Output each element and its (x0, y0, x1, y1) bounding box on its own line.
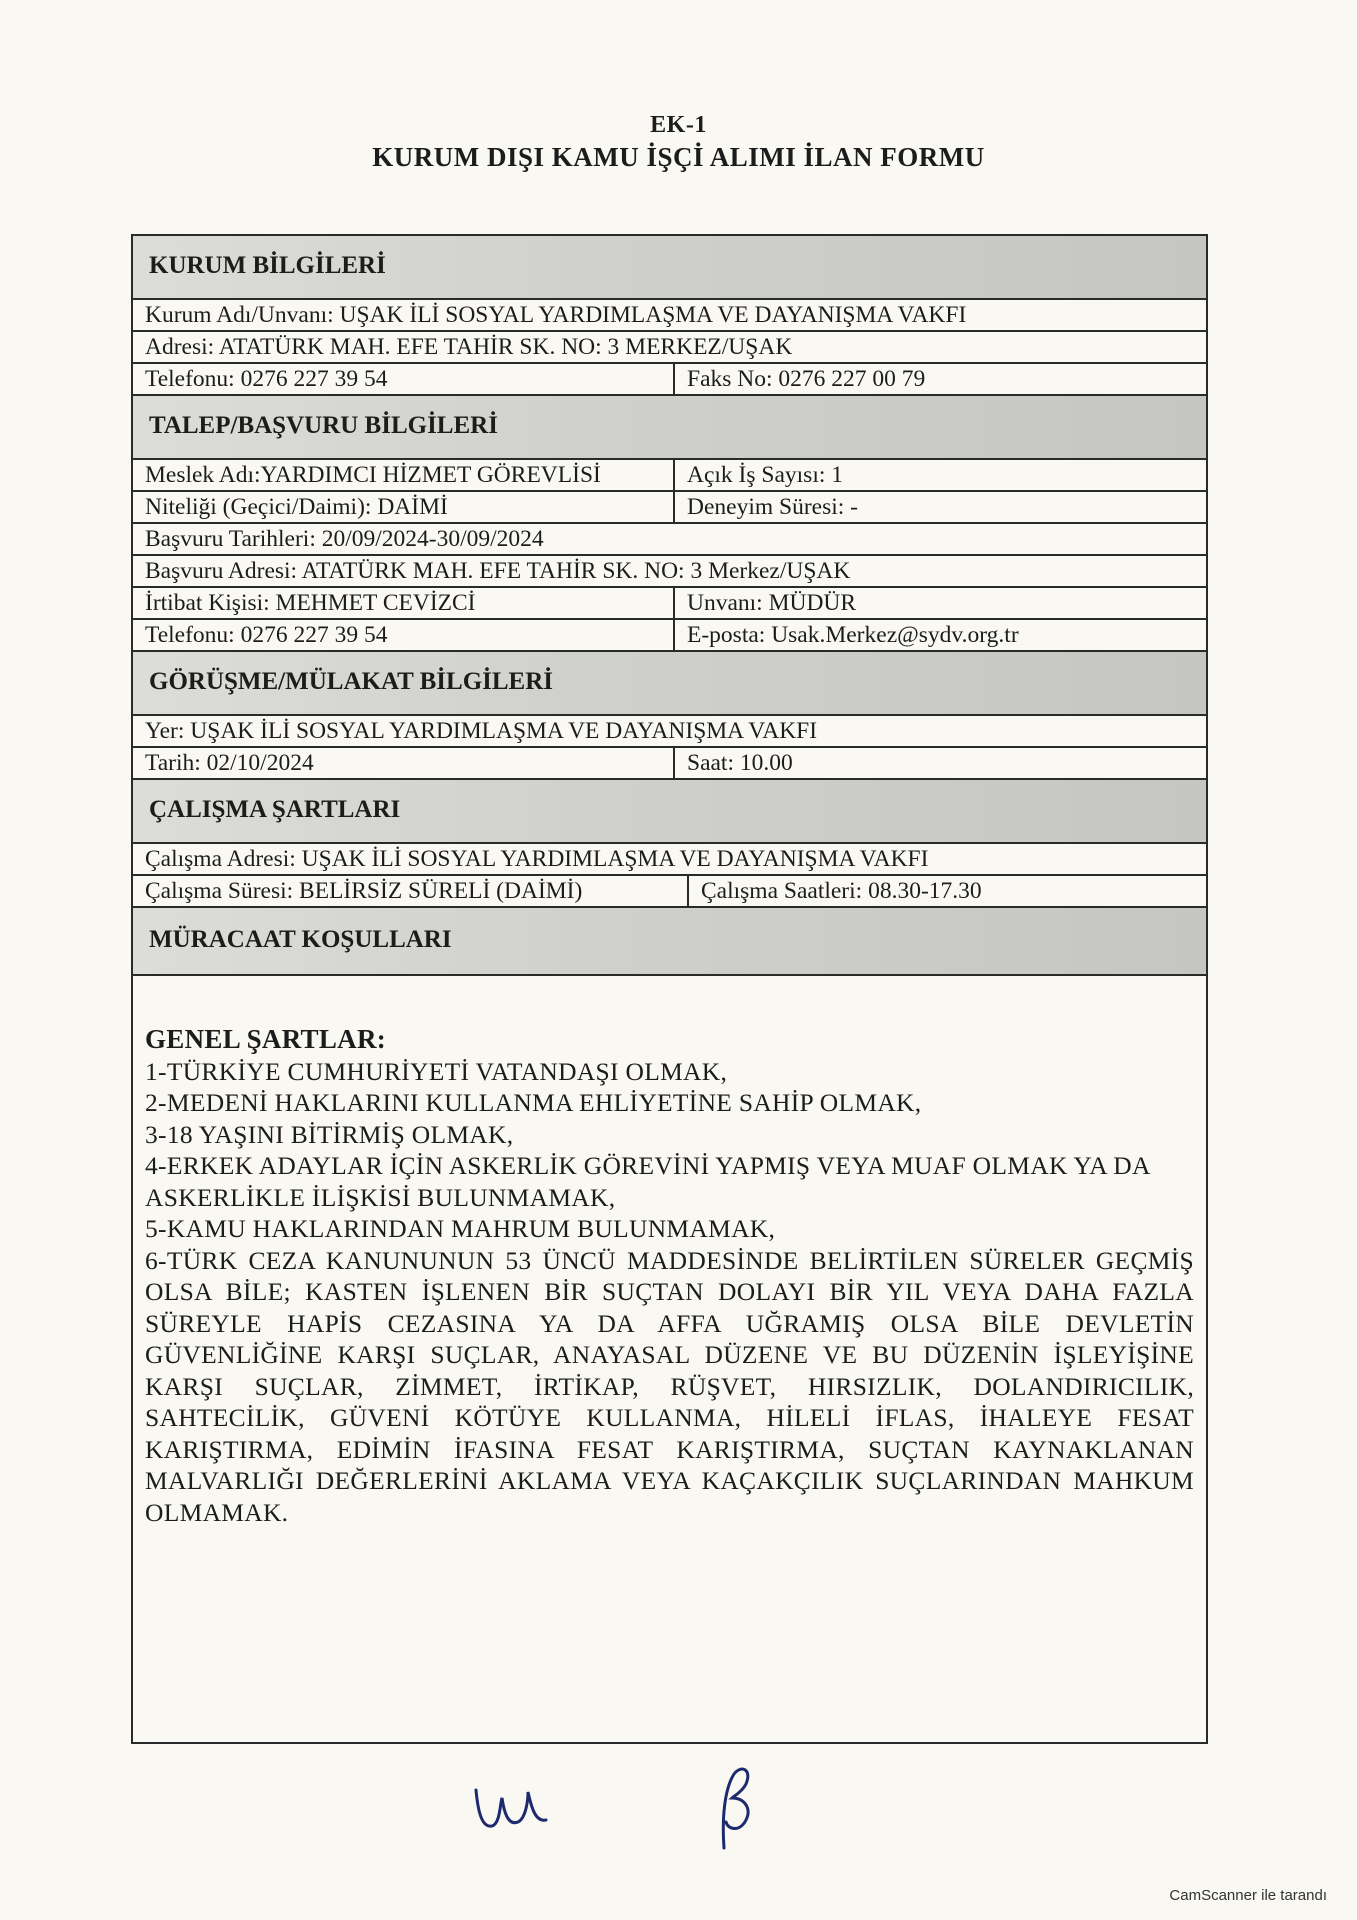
kurum-adres: Adresi: ATATÜRK MAH. EFE TAHİR SK. NO: 3 MERKEZ/UŞAK (145, 334, 793, 360)
section-talep-header: TALEP/BAŞVURU BİLGİLERİ (133, 396, 1206, 460)
condition-item: 4-ERKEK ADAYLAR İÇİN ASKERLİK GÖREVİNİ YAPMIŞ VEYA MUAF OLMAK YA DA ASKERLİKLE İLİŞKİSİ BULUNMAMAK, (145, 1151, 1150, 1212)
talep-eposta: E-posta: Usak.Merkez@sydv.org.tr (673, 620, 1206, 650)
genel-sartlar-title: GENEL ŞARTLAR: (145, 1024, 387, 1054)
announcement-form (131, 234, 1208, 1744)
deneyim-suresi: Deneyim Süresi: - (673, 492, 1206, 522)
row-kurum-adres (133, 332, 1206, 364)
row-basvuru-adresi (133, 556, 1206, 588)
gorusme-tarih: Tarih: 02/10/2024 (145, 750, 314, 776)
row-gorusme-zaman (133, 748, 1206, 780)
condition-item: 2-MEDENİ HAKLARINI KULLANMA EHLİYETİNE SAHİP OLMAK, (145, 1088, 922, 1117)
basvuru-tarihleri: Başvuru Tarihleri: 20/09/2024-30/09/2024 (145, 526, 544, 552)
section-kurum-header: KURUM BİLGİLERİ (133, 236, 1206, 300)
row-nitelik (133, 492, 1206, 524)
condition-item: 5-KAMU HAKLARINDAN MAHRUM BULUNMAMAK, (145, 1214, 776, 1243)
condition-item: 6-TÜRK CEZA KANUNUNUN 53 ÜNCÜ MADDESİNDE BELİRTİLEN SÜRELER GEÇMİŞ OLSA BİLE; KASTEN İŞLENEN BİR SUÇTAN DOLAYI BİR YIL VEYA DAHA FAZLA SÜREYLE HAPİS CEZASINA YA DA AFFA UĞRAMIŞ OLSA BİLE DEVLETİN GÜVENLİĞİNE KARŞI SUÇLAR, ANAYASAL DÜZENE VE BU DÜZENİN İŞLEYİŞİNE KARŞI SUÇLAR, ZİMMET, İRTİKAP, RÜŞVET, HIRSIZLIK, DOLANDIRICILIK, SAHTECİLİK, GÜVENİ KÖTÜYE KULLANMA, HİLELİ İFLAS, İHALEYE FESAT KARIŞTIRMA, EDİMİN İFASINA FESAT KARIŞTIRMA, SUÇTAN KAYNAKLANAN MALVARLIĞI DEĞERLERİNİ AKLAMA VEYA KAÇAKÇILIK SUÇLARINDAN MAHKUM OLMAMAK. (145, 1245, 1194, 1527)
condition-item: 3-18 YAŞINI BİTİRMİŞ OLMAK, (145, 1119, 514, 1149)
irtibat-unvan: Unvanı: MÜDÜR (673, 588, 1206, 618)
acik-is-sayisi: Açık İş Sayısı: 1 (673, 460, 1206, 490)
section-muracaat-header: MÜRACAAT KOŞULLARI (133, 908, 1206, 976)
row-calisma-adres (133, 844, 1206, 876)
irtibat-kisisi: İrtibat Kişisi: MEHMET CEVİZCİ (145, 590, 476, 616)
kurum-adi: Kurum Adı/Unvanı: UŞAK İLİ SOSYAL YARDIMLAŞMA VE DAYANIŞMA VAKFI (145, 302, 967, 328)
meslek-adi: Meslek Adı:YARDIMCI HİZMET GÖREVLİSİ (145, 462, 601, 488)
condition-item: 1-TÜRKİYE CUMHURİYETİ VATANDAŞI OLMAK, (145, 1056, 728, 1086)
form-title: KURUM DIŞI KAMU İŞÇİ ALIMI İLAN FORMU (372, 142, 985, 172)
row-gorusme-yer (133, 716, 1206, 748)
calisma-saatleri: Çalışma Saatleri: 08.30-17.30 (687, 876, 1206, 906)
row-meslek (133, 460, 1206, 492)
kurum-faks: Faks No: 0276 227 00 79 (673, 364, 1206, 394)
kurum-telefon: Telefonu: 0276 227 39 54 (145, 366, 388, 392)
annex-label: EK-1 (650, 112, 707, 138)
section-gorusme-header: GÖRÜŞME/MÜLAKAT BİLGİLERİ (133, 652, 1206, 716)
talep-telefon: Telefonu: 0276 227 39 54 (145, 622, 388, 648)
signature-initial-left (462, 1760, 582, 1850)
nitelik: Niteliği (Geçici/Daimi): DAİMİ (145, 494, 448, 520)
calisma-adresi: Çalışma Adresi: UŞAK İLİ SOSYAL YARDIMLAŞMA VE DAYANIŞMA VAKFI (145, 846, 929, 872)
application-conditions (145, 1024, 1194, 1528)
row-kurum-adi (133, 300, 1206, 332)
row-basvuru-tarihleri (133, 524, 1206, 556)
calisma-suresi: Çalışma Süresi: BELİRSİZ SÜRELİ (DAİMİ) (145, 878, 583, 904)
row-kurum-iletisim (133, 364, 1206, 396)
gorusme-yer: Yer: UŞAK İLİ SOSYAL YARDIMLAŞMA VE DAYANIŞMA VAKFI (145, 718, 818, 744)
row-talep-iletisim (133, 620, 1206, 652)
gorusme-saat: Saat: 10.00 (673, 748, 1206, 778)
signature-initial-right (680, 1760, 800, 1850)
row-calisma-sure (133, 876, 1206, 908)
section-calisma-header: ÇALIŞMA ŞARTLARI (133, 780, 1206, 844)
row-irtibat (133, 588, 1206, 620)
basvuru-adresi: Başvuru Adresi: ATATÜRK MAH. EFE TAHİR SK. NO: 3 Merkez/UŞAK (145, 558, 851, 584)
scanner-watermark: CamScanner ile tarandı (1169, 1887, 1327, 1904)
